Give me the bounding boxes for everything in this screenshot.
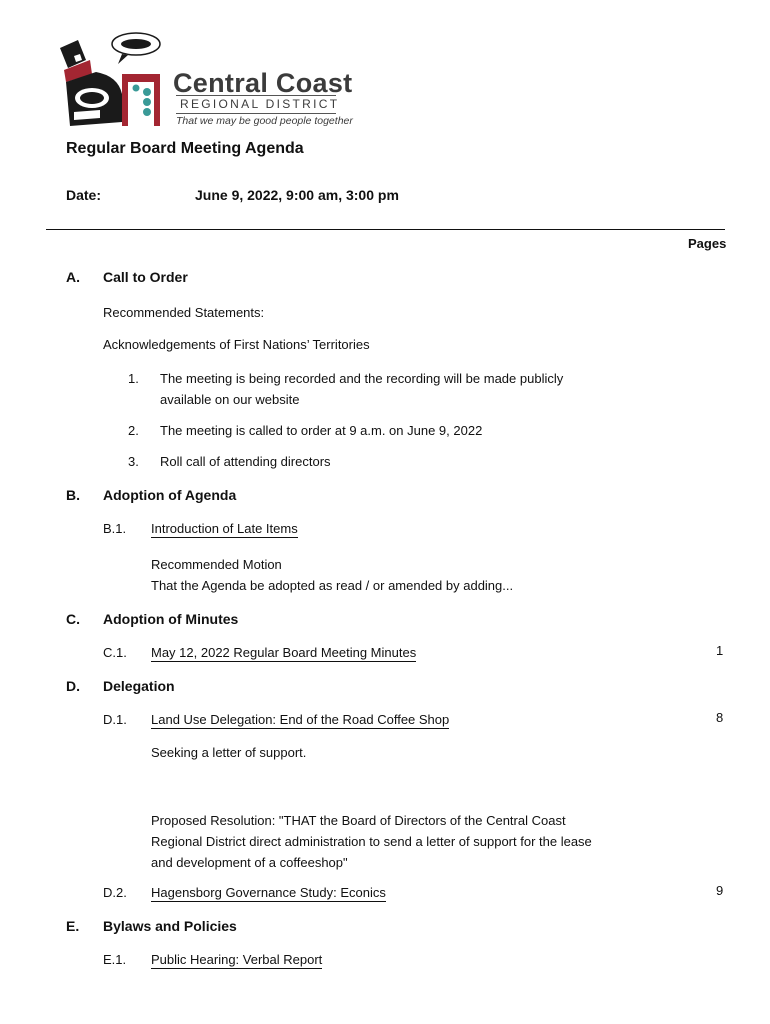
list-item-text: The meeting is being recorded and the recording will be made publicly	[160, 371, 564, 386]
section-c-letter: C.	[66, 611, 80, 627]
list-item-text: The meeting is called to order at 9 a.m. on June 9, 2022	[160, 423, 483, 438]
item-e1-number: E.1.	[103, 952, 127, 967]
list-item-number: 3.	[128, 454, 139, 469]
list-item-number: 2.	[128, 423, 139, 438]
item-c1-number: C.1.	[103, 645, 127, 660]
item-d1-note: Seeking a letter of support.	[151, 745, 307, 760]
section-a-letter: A.	[66, 269, 80, 285]
date-value: June 9, 2022, 9:00 am, 3:00 pm	[195, 187, 399, 203]
item-b1-link[interactable]: Introduction of Late Items	[151, 521, 298, 536]
organization-logo	[56, 30, 353, 132]
item-c1-page-number: 1	[716, 643, 724, 658]
recommended-statements-label: Recommended Statements:	[103, 305, 265, 320]
pages-column-label: Pages	[688, 236, 727, 251]
acknowledgement-text: Acknowledgements of First Nations’ Territories	[103, 337, 370, 352]
section-b-letter: B.	[66, 487, 80, 503]
recommended-motion-label: Recommended Motion	[151, 557, 282, 572]
section-d-title: Delegation	[103, 678, 175, 694]
item-d2-number: D.2.	[103, 885, 127, 900]
proposed-resolution-line: Regional District direct administration to send a letter of support for the lease	[151, 834, 592, 849]
section-e-letter: E.	[66, 918, 80, 934]
logo-org-name: Central Coast	[173, 68, 353, 98]
item-c1-link[interactable]: May 12, 2022 Regular Board Meeting Minutes	[151, 645, 417, 660]
list-item-number: 1.	[128, 371, 139, 386]
item-b1-number: B.1.	[103, 521, 127, 536]
section-b-title: Adoption of Agenda	[103, 487, 237, 503]
section-e-title: Bylaws and Policies	[103, 918, 237, 934]
section-a-title: Call to Order	[103, 269, 188, 285]
item-d1-page-number: 8	[716, 710, 724, 725]
item-d2-link[interactable]: Hagensborg Governance Study: Econics	[151, 885, 386, 900]
item-d1-link[interactable]: Land Use Delegation: End of the Road Coffee Shop	[151, 712, 450, 727]
section-c-title: Adoption of Minutes	[103, 611, 239, 627]
proposed-resolution-line: and development of a coffeeshop"	[151, 855, 348, 870]
logo-rule-bottom	[176, 113, 336, 114]
page-title: Regular Board Meeting Agenda	[66, 140, 304, 157]
list-item-text: Roll call of attending directors	[160, 454, 331, 469]
proposed-resolution-line: Proposed Resolution: "THAT the Board of Directors of the Central Coast	[151, 813, 566, 828]
recommended-motion-text: That the Agenda be adopted as read / or amended by adding...	[151, 578, 514, 593]
date-label: Date:	[66, 187, 102, 203]
header-divider	[46, 229, 725, 230]
raven-crest-icon	[56, 30, 166, 130]
item-d2-page-number: 9	[716, 883, 724, 898]
logo-rule	[176, 95, 336, 96]
section-d-letter: D.	[66, 678, 80, 694]
item-e1-link[interactable]: Public Hearing: Verbal Report	[151, 952, 323, 967]
list-item-text-continued: available on our website	[160, 392, 300, 407]
logo-tagline: That we may be good people together	[176, 115, 353, 127]
logo-org-subtitle: REGIONAL DISTRICT	[180, 97, 340, 111]
item-d1-number: D.1.	[103, 712, 127, 727]
